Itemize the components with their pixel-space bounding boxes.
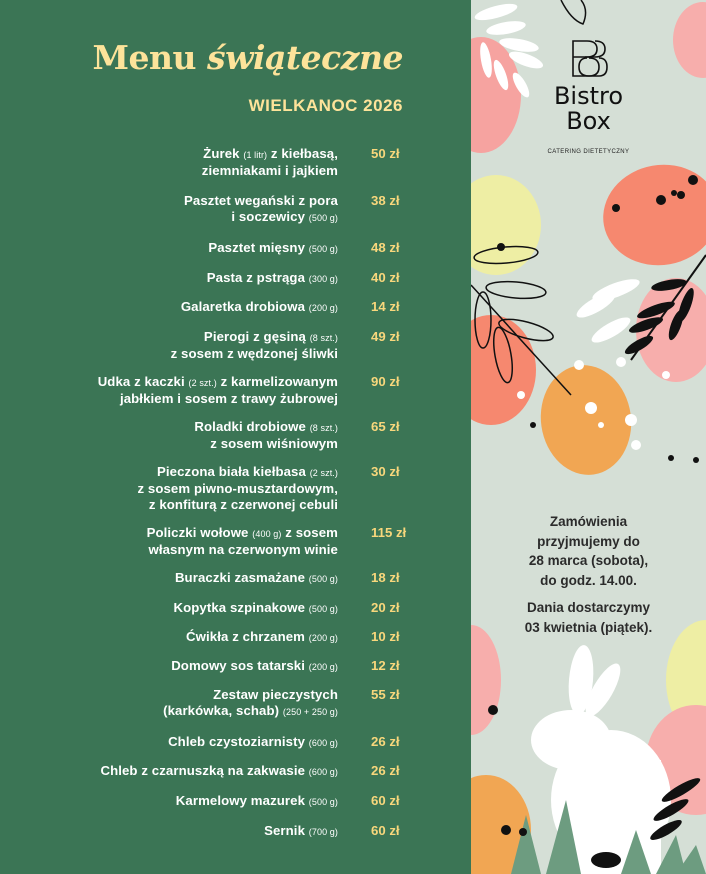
menu-item-name [184, 193, 338, 226]
menu-item-name-text: z sosem własnym na czerwonym winie [148, 525, 338, 557]
menu-item-name-text: Galaretka drobiowa [180, 299, 309, 314]
menu-item-name [98, 374, 338, 407]
menu-title-italic: świąteczne [207, 38, 403, 77]
decor-panel [471, 0, 706, 874]
bunny-icon [531, 644, 671, 874]
menu-item-name [171, 658, 338, 675]
menu-item-name [168, 734, 338, 751]
pink-egg-shape [471, 625, 501, 735]
menu-item-price: 49 zł [371, 329, 400, 344]
white-leaf-icon [573, 275, 641, 347]
menu-item-price: 65 zł [371, 419, 400, 434]
menu-item-name-text: z kiełbasą, ziemniakami i jajkiem [201, 146, 338, 178]
menu-item-name [202, 146, 338, 179]
menu-item-portion: (250 + 250 g) [282, 707, 338, 717]
menu-item-name-text: Zestaw pieczystych (karkówka, schab) [163, 687, 338, 718]
menu-item-portion: (8 szt.) [309, 333, 338, 343]
coral-egg-shape [595, 156, 706, 275]
menu-item-name-text: Karmelowy mazurek [175, 793, 309, 808]
menu-item-price: 30 zł [371, 464, 400, 479]
menu-item-name-text: Kopytka szpinakowe [173, 600, 309, 615]
menu-item-price: 18 zł [371, 570, 400, 585]
menu-item-name-text: Sernik [264, 823, 309, 838]
menu-item-name [176, 793, 338, 810]
orange-egg-shape [534, 359, 638, 480]
menu-item-price: 60 zł [371, 793, 400, 808]
menu-item-portion: (700 g) [308, 827, 338, 837]
menu-item-price: 60 zł [371, 823, 400, 838]
menu-item-name [175, 570, 338, 587]
menu-item-name-text: Chleb czystoziarnisty [168, 734, 309, 749]
menu-item-name-text: Domowy sos tatarski [171, 658, 309, 673]
menu-item-name [186, 629, 338, 646]
menu-item-name [174, 600, 339, 617]
menu-item-name [163, 687, 338, 720]
menu-item-portion: (200 g) [308, 662, 338, 672]
black-leaf-outline-icon [561, 0, 586, 24]
menu-item-price: 48 zł [371, 240, 400, 255]
menu-item-name [171, 329, 338, 362]
menu-item-price: 14 zł [371, 299, 400, 314]
menu-item-price: 115 zł [371, 525, 407, 540]
order-deadline-text: Zamówienia przyjmujemy do 28 marca (sobota), do godz. 14.00. [528, 514, 649, 588]
menu-item-name [137, 464, 338, 513]
menu-item-portion: (200 g) [308, 303, 338, 313]
delivery-date-text: Dania dostarczymy 03 kwietnia (piątek). [524, 600, 653, 635]
menu-item-name-text: Żurek [203, 146, 244, 161]
brand-monogram-logo [471, 40, 706, 82]
menu-item-price: 90 zł [371, 374, 400, 389]
menu-item-portion: (500 g) [308, 213, 338, 223]
menu-item-portion: (500 g) [308, 797, 338, 807]
menu-item-price: 38 zł [371, 193, 400, 208]
menu-item-name [264, 823, 338, 840]
yellow-egg-shape [471, 175, 541, 275]
menu-item-name-text: Policzki wołowe [146, 525, 253, 540]
menu-item-name-text: Udka z kaczki [97, 374, 189, 389]
menu-item-price: 26 zł [371, 763, 400, 778]
menu-item-portion: (500 g) [308, 244, 338, 254]
menu-subtitle: WIELKANOC 2026 [248, 96, 403, 115]
menu-item-price: 12 zł [371, 658, 400, 673]
menu-item-name-text: z sosem piwno-musztardowym, z konfiturą z czerwonej cebuli [137, 481, 338, 512]
menu-item-name [208, 240, 338, 257]
menu-item-name [207, 270, 338, 287]
menu-item-portion: (400 g) [252, 529, 282, 539]
menu-item-portion: (600 g) [308, 767, 338, 777]
menu-item-portion: (500 g) [308, 574, 338, 584]
menu-item-name-text: Pierogi z gęsiną [203, 329, 310, 344]
menu-item-portion: (2 szt.) [309, 468, 338, 478]
menu-item-price: 40 zł [371, 270, 400, 285]
menu-title-regular: Menu [92, 38, 197, 77]
menu-item-name-text: Pasztet mięsny [208, 240, 309, 255]
menu-item-price: 20 zł [371, 600, 400, 615]
menu-item-price: 55 zł [371, 687, 400, 702]
brand-name-line1: Bistro [553, 82, 624, 110]
menu-item-name [147, 525, 338, 558]
menu-item-portion: (500 g) [308, 604, 338, 614]
menu-item-name-text: z sosem z wędzonej śliwki [170, 346, 338, 361]
bistro-box-logo-icon [569, 40, 609, 78]
menu-item-portion: (200 g) [308, 633, 338, 643]
menu-item-name-text: Pasta z pstrąga [206, 270, 309, 285]
menu-item-price: 50 zł [371, 146, 400, 161]
menu-item-name-text: Ćwikła z chrzanem [186, 629, 309, 644]
menu-item-name-text: z sosem wiśniowym [210, 436, 338, 451]
menu-item-name-text: Roladki drobiowe [194, 419, 310, 434]
menu-item-portion: (600 g) [308, 738, 338, 748]
menu-item-price: 26 zł [371, 734, 400, 749]
menu-item-portion: (1 litr) [243, 150, 268, 160]
menu-item-name-text: Buraczki zasmażane [174, 570, 309, 585]
menu-item-name-text: z karmelizowanym jabłkiem i sosem z trawy żubrowej [119, 374, 338, 406]
menu-item-name [181, 299, 338, 316]
menu-item-portion: (8 szt.) [309, 423, 338, 433]
menu-title [93, 38, 403, 77]
menu-item-name-text: Pasztet wegański z pora i soczewicy [183, 193, 338, 224]
menu-item-name-text: Chleb z czarnuszką na zakwasie [100, 763, 309, 778]
brand-tagline: CATERING DIETETYCZNY [547, 149, 630, 155]
menu-item-portion: (2 szt.) [188, 378, 217, 388]
menu-item-portion: (300 g) [308, 274, 338, 284]
menu-item-name [100, 763, 338, 780]
brand-name-line2: Box [566, 107, 611, 135]
menu-item-price: 10 zł [371, 629, 400, 644]
brand-name [471, 84, 706, 134]
menu-item-name [194, 419, 338, 452]
menu-item-name-text: Pieczona biała kiełbasa [157, 464, 310, 479]
